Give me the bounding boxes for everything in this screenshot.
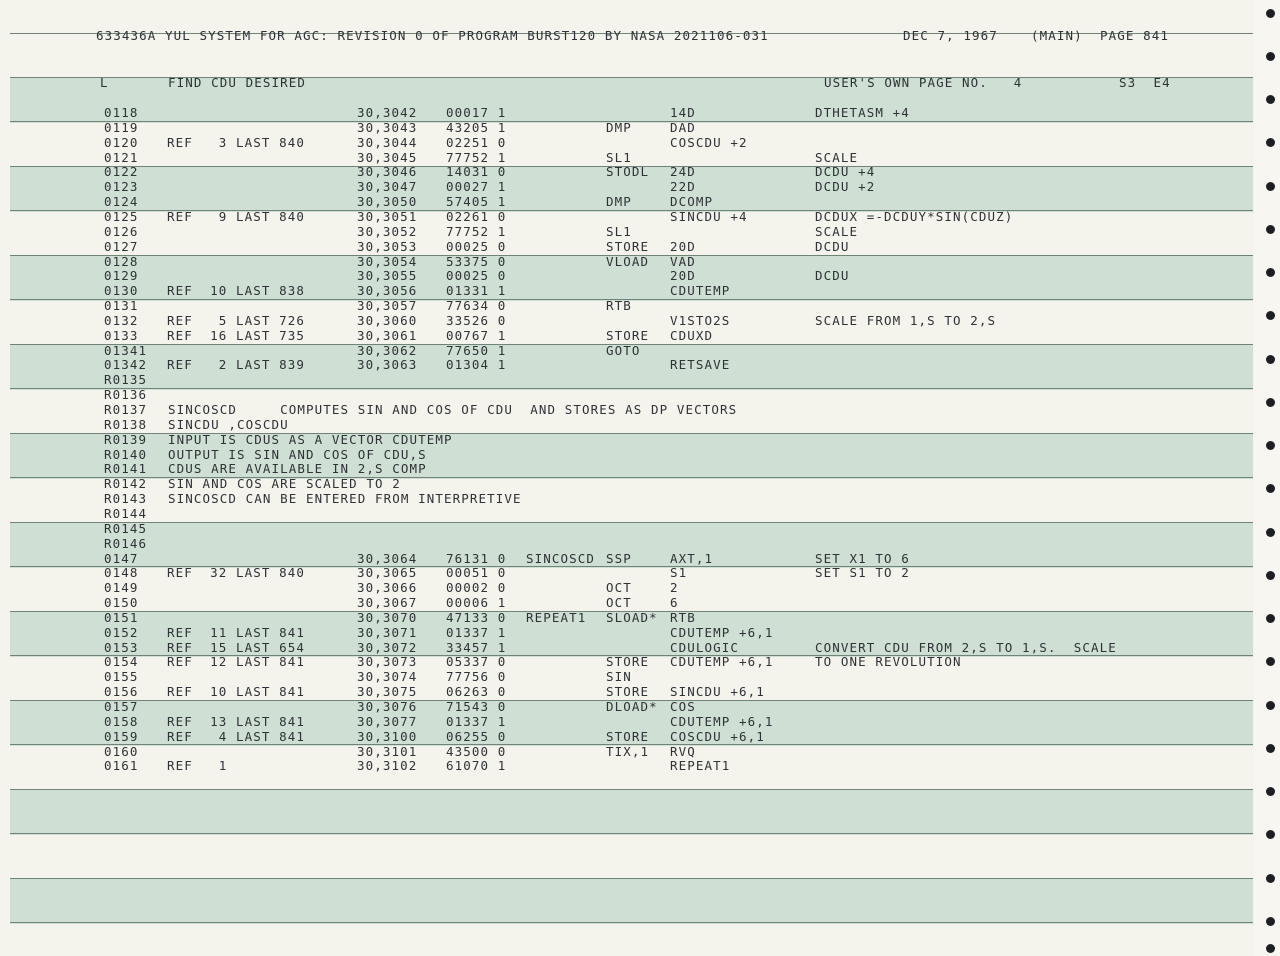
feed-hole xyxy=(1266,787,1275,796)
reference: REF 5 LAST 726 xyxy=(167,313,306,328)
octal-word: 76131 0 xyxy=(446,551,507,566)
address: 30,3043 xyxy=(357,120,418,135)
octal-word: 01304 1 xyxy=(446,357,507,372)
operand: 2 xyxy=(670,580,679,595)
address: 30,3046 xyxy=(357,164,418,179)
address: 30,3060 xyxy=(357,313,418,328)
address: 30,3044 xyxy=(357,135,418,150)
octal-word: 06255 0 xyxy=(446,729,507,744)
comment: DTHETASM +4 xyxy=(815,105,910,120)
operand: V1STO2S xyxy=(670,313,731,328)
operand: CDUTEMP xyxy=(670,283,731,298)
reference: REF 11 LAST 841 xyxy=(167,625,306,640)
octal-word: 01337 1 xyxy=(446,625,507,640)
line-number: 0132 xyxy=(104,313,139,328)
feed-hole xyxy=(1266,874,1275,883)
octal-word: 00002 0 xyxy=(446,580,507,595)
opcode: GOTO xyxy=(606,343,641,358)
octal-word: 00767 1 xyxy=(446,328,507,343)
user-page-number: USER'S OWN PAGE NO. 4 xyxy=(824,75,1023,90)
address: 30,3076 xyxy=(357,699,418,714)
address: 30,3065 xyxy=(357,565,418,580)
operand: SINCDU +6,1 xyxy=(670,684,765,699)
operand: COS xyxy=(670,699,696,714)
remark: SINCOSCD COMPUTES SIN AND COS OF CDU AND STORES AS DP VECTORS xyxy=(168,402,738,417)
feed-hole xyxy=(1266,9,1275,18)
operand: 24D xyxy=(670,164,696,179)
address: 30,3100 xyxy=(357,729,418,744)
line-number: R0142 xyxy=(104,476,148,491)
octal-word: 77752 1 xyxy=(446,150,507,165)
comment: SET S1 TO 2 xyxy=(815,565,910,580)
octal-word: 33457 1 xyxy=(446,640,507,655)
opcode: SL1 xyxy=(606,150,632,165)
address: 30,3055 xyxy=(357,268,418,283)
opcode: SLOAD* xyxy=(606,610,658,625)
opcode: RTB xyxy=(606,298,632,313)
operand: 22D xyxy=(670,179,696,194)
feed-hole xyxy=(1266,225,1275,234)
address: 30,3074 xyxy=(357,669,418,684)
address: 30,3047 xyxy=(357,179,418,194)
comment: DCDUX =-DCDUY*SIN(CDUZ) xyxy=(815,209,1014,224)
feed-hole xyxy=(1266,701,1275,710)
address: 30,3057 xyxy=(357,298,418,313)
opcode: STORE xyxy=(606,654,650,669)
band xyxy=(10,789,1253,835)
feed-hole xyxy=(1266,484,1275,493)
feed-hole xyxy=(1266,52,1275,61)
comment: SCALE FROM 1,S TO 2,S xyxy=(815,313,997,328)
reference: REF 10 LAST 838 xyxy=(167,283,306,298)
comment: DCDU xyxy=(815,239,850,254)
line-number: 0149 xyxy=(104,580,139,595)
band xyxy=(10,878,1253,924)
octal-word: 47133 0 xyxy=(446,610,507,625)
feed-hole xyxy=(1266,268,1275,277)
remark: SIN AND COS ARE SCALED TO 2 xyxy=(168,476,401,491)
feed-hole xyxy=(1266,614,1275,623)
operand: CDULOGIC xyxy=(670,640,740,655)
line-number: 0151 xyxy=(104,610,139,625)
octal-word: 14031 0 xyxy=(446,164,507,179)
opcode: TIX,1 xyxy=(606,744,650,759)
reference: REF 12 LAST 841 xyxy=(167,654,306,669)
band-rule xyxy=(10,388,1253,389)
octal-word: 02261 0 xyxy=(446,209,507,224)
operand: RVQ xyxy=(670,744,696,759)
operand: CDUTEMP +6,1 xyxy=(670,654,774,669)
address: 30,3050 xyxy=(357,194,418,209)
octal-word: 00017 1 xyxy=(446,105,507,120)
line-number: 0118 xyxy=(104,105,139,120)
operand: CDUXD xyxy=(670,328,714,343)
line-number: 0150 xyxy=(104,595,139,610)
line-number: 0131 xyxy=(104,298,139,313)
line-number: 0124 xyxy=(104,194,139,209)
comment: DCDU +2 xyxy=(815,179,876,194)
operand: 20D xyxy=(670,268,696,283)
address: 30,3075 xyxy=(357,684,418,699)
statement-label: REPEAT1 xyxy=(526,610,587,625)
section-title: FIND CDU DESIRED xyxy=(168,75,307,90)
operand: RETSAVE xyxy=(670,357,731,372)
feed-hole xyxy=(1266,138,1275,147)
line-number: 0119 xyxy=(104,120,139,135)
octal-word: 02251 0 xyxy=(446,135,507,150)
reference: REF 13 LAST 841 xyxy=(167,714,306,729)
address: 30,3062 xyxy=(357,343,418,358)
octal-word: 05337 0 xyxy=(446,654,507,669)
reference: REF 32 LAST 840 xyxy=(167,565,306,580)
reference: REF 10 LAST 841 xyxy=(167,684,306,699)
line-number: 0129 xyxy=(104,268,139,283)
operand: VAD xyxy=(670,254,696,269)
feed-hole xyxy=(1266,571,1275,580)
octal-word: 00025 0 xyxy=(446,239,507,254)
address: 30,3042 xyxy=(357,105,418,120)
statement-label: SINCOSCD xyxy=(526,551,596,566)
line-number: R0140 xyxy=(104,447,148,462)
line-number: 0156 xyxy=(104,684,139,699)
address: 30,3102 xyxy=(357,758,418,773)
opcode: STORE xyxy=(606,684,650,699)
octal-word: 77756 0 xyxy=(446,669,507,684)
octal-word: 57405 1 xyxy=(446,194,507,209)
line-number: 0154 xyxy=(104,654,139,669)
address: 30,3073 xyxy=(357,654,418,669)
reference: REF 1 xyxy=(167,758,228,773)
line-number: R0141 xyxy=(104,461,148,476)
line-number: R0137 xyxy=(104,402,148,417)
line-number: 0130 xyxy=(104,283,139,298)
tractor-feed-strip xyxy=(1254,0,1280,956)
feed-hole xyxy=(1266,95,1275,104)
line-number: 0122 xyxy=(104,164,139,179)
program-title: 633436A YUL SYSTEM FOR AGC: REVISION 0 OF PROGRAM BURST120 BY NASA 2021106-031 xyxy=(96,28,769,43)
log-marker: L xyxy=(100,75,109,90)
line-number: 0133 xyxy=(104,328,139,343)
octal-word: 43500 0 xyxy=(446,744,507,759)
line-number: 0121 xyxy=(104,150,139,165)
line-number: 0128 xyxy=(104,254,139,269)
operand: 20D xyxy=(670,239,696,254)
band-rule xyxy=(10,833,1253,834)
feed-hole xyxy=(1266,441,1275,450)
feed-hole xyxy=(1266,830,1275,839)
comment: DCDU xyxy=(815,268,850,283)
opcode: OCT xyxy=(606,595,632,610)
address: 30,3052 xyxy=(357,224,418,239)
opcode: DLOAD* xyxy=(606,699,658,714)
remark: OUTPUT IS SIN AND COS OF CDU,S xyxy=(168,447,427,462)
operand: S1 xyxy=(670,565,688,580)
line-number: R0139 xyxy=(104,432,148,447)
address: 30,3101 xyxy=(357,744,418,759)
octal-word: 77650 1 xyxy=(446,343,507,358)
operand: SINCDU +4 xyxy=(670,209,748,224)
reference: REF 2 LAST 839 xyxy=(167,357,306,372)
octal-word: 00051 0 xyxy=(446,565,507,580)
opcode: SL1 xyxy=(606,224,632,239)
operand: CDUTEMP +6,1 xyxy=(670,714,774,729)
line-number: R0146 xyxy=(104,536,148,551)
reference: REF 16 LAST 735 xyxy=(167,328,306,343)
address: 30,3077 xyxy=(357,714,418,729)
operand: RTB xyxy=(670,610,696,625)
address: 30,3056 xyxy=(357,283,418,298)
page-number: PAGE 841 xyxy=(1100,28,1170,43)
band-rule xyxy=(10,922,1253,923)
comment: SET X1 TO 6 xyxy=(815,551,910,566)
feed-hole xyxy=(1266,182,1275,191)
line-number: R0136 xyxy=(104,387,148,402)
line-number: 01341 xyxy=(104,343,148,358)
octal-word: 43205 1 xyxy=(446,120,507,135)
octal-word: 77634 0 xyxy=(446,298,507,313)
feed-hole xyxy=(1266,657,1275,666)
operand: AXT,1 xyxy=(670,551,714,566)
address: 30,3063 xyxy=(357,357,418,372)
address: 30,3070 xyxy=(357,610,418,625)
octal-word: 71543 0 xyxy=(446,699,507,714)
line-number: 0157 xyxy=(104,699,139,714)
section-label: S3 E4 xyxy=(1119,75,1171,90)
octal-word: 53375 0 xyxy=(446,254,507,269)
opcode: DMP xyxy=(606,120,632,135)
octal-word: 01331 1 xyxy=(446,283,507,298)
octal-word: 61070 1 xyxy=(446,758,507,773)
line-number: 0158 xyxy=(104,714,139,729)
line-number: 0152 xyxy=(104,625,139,640)
opcode: DMP xyxy=(606,194,632,209)
address: 30,3064 xyxy=(357,551,418,566)
address: 30,3045 xyxy=(357,150,418,165)
line-number: R0145 xyxy=(104,521,148,536)
address: 30,3066 xyxy=(357,580,418,595)
address: 30,3061 xyxy=(357,328,418,343)
line-number: R0138 xyxy=(104,417,148,432)
operand: COSCDU +2 xyxy=(670,135,748,150)
feed-hole xyxy=(1266,311,1275,320)
opcode: VLOAD xyxy=(606,254,650,269)
octal-word: 00027 1 xyxy=(446,179,507,194)
operand: 6 xyxy=(670,595,679,610)
line-number: 0160 xyxy=(104,744,139,759)
address: 30,3067 xyxy=(357,595,418,610)
operand: REPEAT1 xyxy=(670,758,731,773)
comment: TO ONE REVOLUTION xyxy=(815,654,962,669)
address: 30,3053 xyxy=(357,239,418,254)
operand: DAD xyxy=(670,120,696,135)
address: 30,3071 xyxy=(357,625,418,640)
opcode: STORE xyxy=(606,328,650,343)
line-number: 0155 xyxy=(104,669,139,684)
opcode: STORE xyxy=(606,239,650,254)
line-number: 0123 xyxy=(104,179,139,194)
opcode: SIN xyxy=(606,669,632,684)
feed-hole xyxy=(1266,917,1275,926)
line-number: 0148 xyxy=(104,565,139,580)
address: 30,3072 xyxy=(357,640,418,655)
opcode: OCT xyxy=(606,580,632,595)
line-number: 01342 xyxy=(104,357,148,372)
comment: DCDU +4 xyxy=(815,164,876,179)
mode-label: (MAIN) xyxy=(1031,28,1083,43)
octal-word: 00006 1 xyxy=(446,595,507,610)
line-number: 0125 xyxy=(104,209,139,224)
remark: SINCOSCD CAN BE ENTERED FROM INTERPRETIVE xyxy=(168,491,522,506)
operand: DCOMP xyxy=(670,194,714,209)
octal-word: 77752 1 xyxy=(446,224,507,239)
line-number: 0153 xyxy=(104,640,139,655)
line-number: 0126 xyxy=(104,224,139,239)
octal-word: 00025 0 xyxy=(446,268,507,283)
octal-word: 33526 0 xyxy=(446,313,507,328)
feed-hole xyxy=(1266,355,1275,364)
line-number: 0147 xyxy=(104,551,139,566)
octal-word: 06263 0 xyxy=(446,684,507,699)
reference: REF 9 LAST 840 xyxy=(167,209,306,224)
feed-hole xyxy=(1266,528,1275,537)
opcode: STORE xyxy=(606,729,650,744)
line-number: R0143 xyxy=(104,491,148,506)
opcode: STODL xyxy=(606,164,650,179)
feed-hole xyxy=(1266,398,1275,407)
print-date: DEC 7, 1967 xyxy=(903,28,998,43)
opcode: SSP xyxy=(606,551,632,566)
feed-hole xyxy=(1266,744,1275,753)
address: 30,3054 xyxy=(357,254,418,269)
line-number: 0161 xyxy=(104,758,139,773)
operand: COSCDU +6,1 xyxy=(670,729,765,744)
line-number: 0120 xyxy=(104,135,139,150)
address: 30,3051 xyxy=(357,209,418,224)
operand: 14D xyxy=(670,105,696,120)
remark: INPUT IS CDUS AS A VECTOR CDUTEMP xyxy=(168,432,453,447)
octal-word: 01337 1 xyxy=(446,714,507,729)
remark: SINCDU ,COSCDU xyxy=(168,417,289,432)
line-number: 0127 xyxy=(104,239,139,254)
reference: REF 3 LAST 840 xyxy=(167,135,306,150)
comment: CONVERT CDU FROM 2,S TO 1,S. SCALE xyxy=(815,640,1117,655)
remark: CDUS ARE AVAILABLE IN 2,S COMP xyxy=(168,461,427,476)
reference: REF 15 LAST 654 xyxy=(167,640,306,655)
reference: REF 4 LAST 841 xyxy=(167,729,306,744)
line-number: 0159 xyxy=(104,729,139,744)
operand: CDUTEMP +6,1 xyxy=(670,625,774,640)
line-number: R0135 xyxy=(104,372,148,387)
comment: SCALE xyxy=(815,150,859,165)
comment: SCALE xyxy=(815,224,859,239)
line-number: R0144 xyxy=(104,506,148,521)
feed-hole xyxy=(1266,944,1275,953)
